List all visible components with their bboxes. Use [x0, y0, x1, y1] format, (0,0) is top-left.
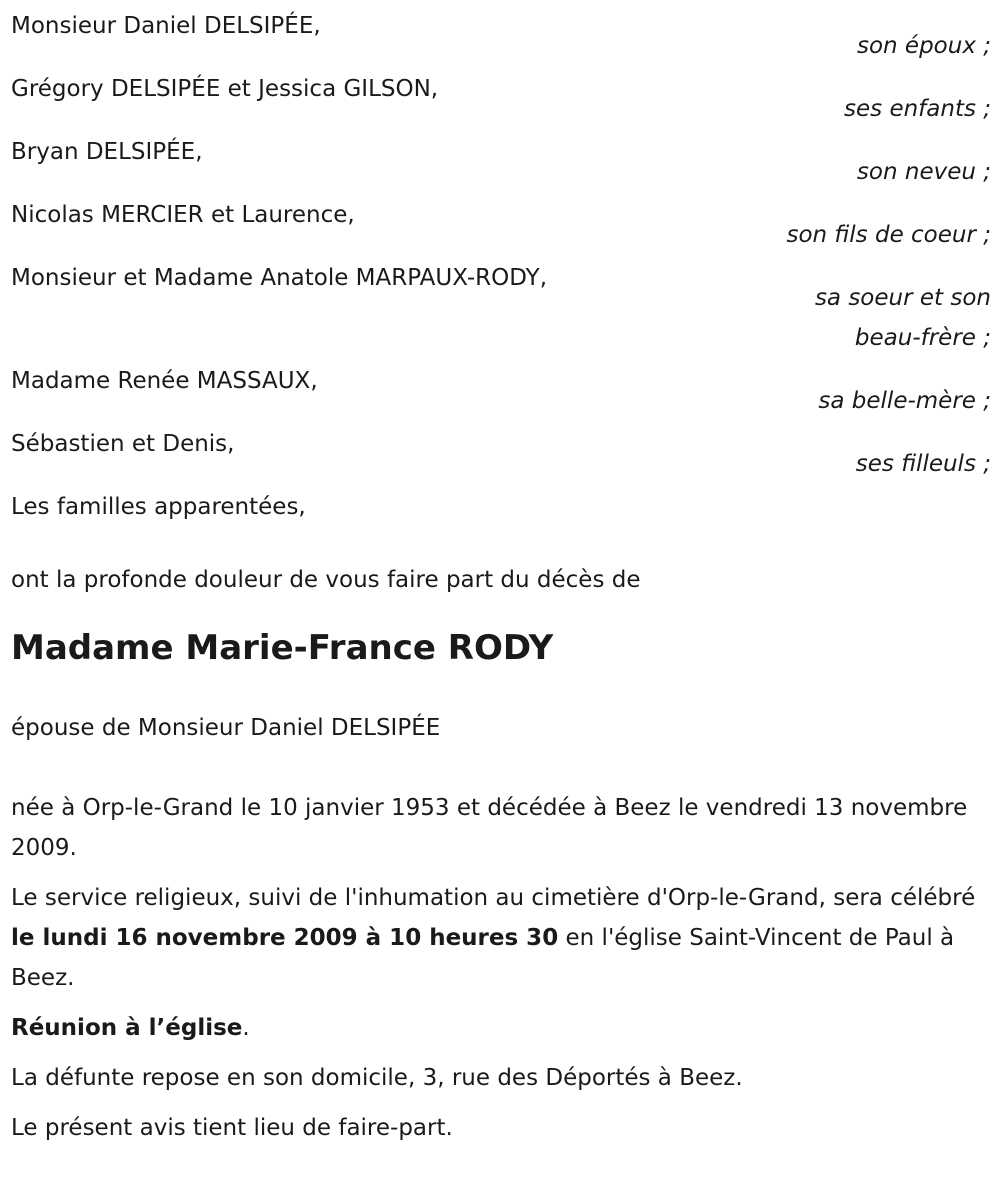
- service-location: en l'église Saint-Vincent de Paul à Beez.: [11, 925, 955, 991]
- family-member-name: Madame Renée MASSAUX,: [11, 368, 318, 394]
- family-member-name: Grégory DELSIPÉE et Jessica GILSON,: [11, 76, 439, 102]
- family-member-name: Sébastien et Denis,: [11, 431, 235, 457]
- family-relation: sa belle-mère ;: [818, 388, 991, 414]
- family-entry: [11, 252, 991, 355]
- family-relation: ses filleuls ;: [855, 451, 991, 477]
- family-member-name: Bryan DELSIPÉE,: [11, 139, 203, 165]
- family-relation: son neveu ;: [856, 159, 991, 185]
- family-member-name: Monsieur et Madame Anatole MARPAUX-RODY,: [11, 265, 548, 291]
- family-relation: son fils de coeur ;: [786, 222, 991, 248]
- family-entry: [11, 0, 991, 63]
- service-date-time: le lundi 16 novembre 2009 à 10 heures 30: [11, 925, 559, 951]
- family-member-name: Nicolas MERCIER et Laurence,: [11, 202, 355, 228]
- service-text: Le service religieux, suivi de l'inhumation au cimetière d'Orp-le-Grand, sera célébré: [11, 885, 976, 911]
- service-paragraph: [11, 878, 991, 998]
- family-relation: ses enfants ;: [844, 96, 991, 122]
- family-relation: sa soeur et son beau-frère ;: [814, 285, 991, 351]
- family-entry: [11, 63, 991, 126]
- family-entry: [11, 126, 991, 189]
- family-entry: [11, 355, 991, 418]
- family-member-name: Les familles apparentées,: [11, 494, 306, 520]
- birth-death-paragraph: née à Orp-le-Grand le 10 janvier 1953 et décédée à Beez le vendredi 13 novembre 2009.: [11, 795, 968, 861]
- repose-paragraph: La défunte repose en son domicile, 3, rue des Déportés à Beez.: [11, 1065, 743, 1091]
- family-list: [11, 0, 991, 527]
- meeting-text: Réunion à l’église: [11, 1015, 243, 1041]
- family-member-name: Monsieur Daniel DELSIPÉE,: [11, 13, 321, 39]
- announcement-intro: ont la profonde douleur de vous faire part du décès de: [11, 567, 641, 593]
- family-relation: son époux ;: [856, 33, 991, 59]
- family-entry: [11, 418, 991, 481]
- closing-paragraph: Le présent avis tient lieu de faire-part.: [11, 1115, 453, 1141]
- meeting-suffix: .: [242, 1015, 250, 1041]
- family-entry: [11, 189, 991, 252]
- meeting-paragraph: [11, 1008, 991, 1048]
- family-entry: [11, 481, 991, 527]
- spouse-line: épouse de Monsieur Daniel DELSIPÉE: [11, 715, 441, 741]
- deceased-name: Madame Marie-France RODY: [11, 628, 554, 668]
- death-notice: [11, 0, 991, 1148]
